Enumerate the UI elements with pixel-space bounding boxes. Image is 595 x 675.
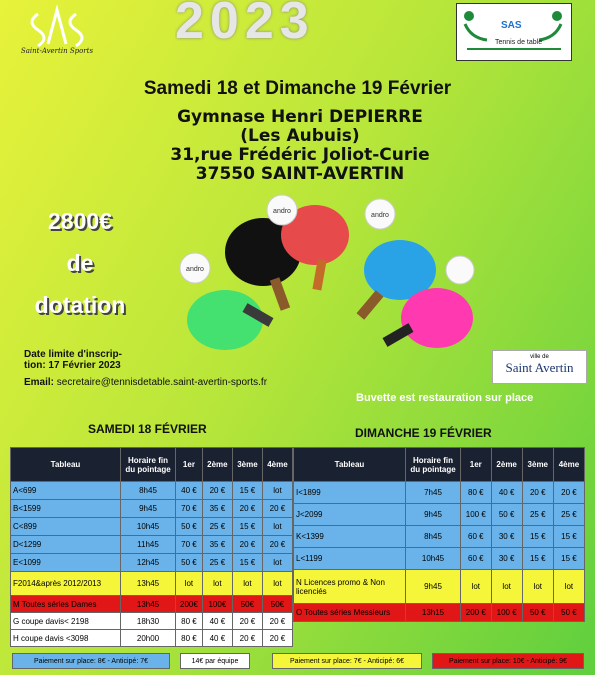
cell-1er: 60 € xyxy=(461,548,492,570)
cell-horaire: 13h45 xyxy=(121,572,176,596)
cell-tableau: C<899 xyxy=(11,518,121,536)
deadline-line-2: tion: 17 Février 2023 xyxy=(24,360,121,371)
club-logo-right-title: SAS xyxy=(501,20,522,31)
cell-tableau: I<1899 xyxy=(294,482,406,504)
table-row xyxy=(11,572,293,596)
cell-3eme: 15 € xyxy=(232,518,262,536)
cell-4eme: 15 € xyxy=(553,526,584,548)
cell-4eme: 20 € xyxy=(262,500,292,518)
venue-line-4: 37550 SAINT-AVERTIN xyxy=(195,164,405,184)
cell-2eme: 40 € xyxy=(202,630,232,647)
cell-1er: 70 € xyxy=(176,500,203,518)
year-banner: 2023 xyxy=(175,0,315,42)
cell-horaire: 8h45 xyxy=(121,482,176,500)
cell-tableau: H coupe davis <3098 xyxy=(11,630,121,647)
table-row xyxy=(11,613,293,630)
deadline-line-1: Date limite d'inscrip- xyxy=(24,349,122,360)
cell-tableau: G coupe davis< 2198 xyxy=(11,613,121,630)
cell-tableau: D<1299 xyxy=(11,536,121,554)
cell-horaire: 18h30 xyxy=(121,613,176,630)
cell-1er: 80 € xyxy=(176,613,203,630)
cell-4eme: 20 € xyxy=(262,536,292,554)
venue-line-1: Gymnase Henri DEPIERRE xyxy=(177,107,423,127)
cell-horaire: 13h45 xyxy=(121,596,176,613)
buvette-note: Buvette est restauration sur place xyxy=(356,392,534,404)
cell-4eme: 20 € xyxy=(553,482,584,504)
table-row xyxy=(11,500,293,518)
city-logo xyxy=(492,350,587,384)
cell-3eme: 15 € xyxy=(522,526,553,548)
cell-4eme: 20 € xyxy=(262,613,292,630)
cell-tableau: J<2099 xyxy=(294,504,406,526)
cell-horaire: 10h45 xyxy=(121,518,176,536)
cell-4eme: lot xyxy=(262,554,292,572)
cell-2eme: lot xyxy=(202,572,232,596)
cell-4eme: 50€ xyxy=(262,596,292,613)
header-4eme: 4ème xyxy=(262,448,292,482)
header-horaire: Horaire fin du pointage xyxy=(406,448,461,482)
cell-horaire: 12h45 xyxy=(121,554,176,572)
cell-4eme: lot xyxy=(262,482,292,500)
cell-2eme: lot xyxy=(491,570,522,604)
club-logo-right-sub: Tennis de table xyxy=(495,39,543,46)
cell-3eme: 20 € xyxy=(232,536,262,554)
cell-1er: lot xyxy=(176,572,203,596)
cell-1er: 50 € xyxy=(176,518,203,536)
cell-3eme: 25 € xyxy=(522,504,553,526)
cell-1er: lot xyxy=(461,570,492,604)
header-3eme: 3ème xyxy=(522,448,553,482)
cell-2eme: 50 € xyxy=(491,504,522,526)
saturday-heading: SAMEDI 18 FÉVRIER xyxy=(88,422,207,436)
cell-3eme: 50€ xyxy=(232,596,262,613)
header-tableau: Tableau xyxy=(11,448,121,482)
cell-2eme: 35 € xyxy=(202,536,232,554)
venue-line-3: 31,rue Frédéric Joliot-Curie xyxy=(170,145,430,165)
cell-horaire: 7h45 xyxy=(406,482,461,504)
cell-2eme: 35 € xyxy=(202,500,232,518)
payment-blue: Paiement sur place: 8€ - Anticipé: 7€ xyxy=(12,653,170,669)
cell-1er: 80 € xyxy=(176,630,203,647)
header-horaire: Horaire fin du pointage xyxy=(121,448,176,482)
cell-tableau: A<699 xyxy=(11,482,121,500)
cell-3eme: lot xyxy=(232,572,262,596)
cell-horaire: 9h45 xyxy=(406,570,461,604)
email-line xyxy=(24,377,267,388)
table-row xyxy=(11,630,293,647)
payment-team: 14€ par équipe xyxy=(180,653,250,669)
cell-tableau: M Toutes séries Dames xyxy=(11,596,121,613)
table-row xyxy=(11,554,293,572)
cell-4eme: 20 € xyxy=(262,630,292,647)
cell-tableau: F2014&après 2012/2013 xyxy=(11,572,121,596)
cell-4eme: lot xyxy=(553,570,584,604)
cell-tableau: K<1399 xyxy=(294,526,406,548)
table-row xyxy=(11,596,293,613)
cell-3eme: 20 € xyxy=(232,613,262,630)
cell-4eme: 15 € xyxy=(553,548,584,570)
cell-horaire: 10h45 xyxy=(406,548,461,570)
cell-horaire: 8h45 xyxy=(406,526,461,548)
table-row xyxy=(11,482,293,500)
cell-1er: 70 € xyxy=(176,536,203,554)
ball-brand-1: andro xyxy=(273,208,291,215)
cell-horaire: 9h45 xyxy=(121,500,176,518)
cell-1er: 40 € xyxy=(176,482,203,500)
prize-line-2: de xyxy=(66,250,94,276)
header-1er: 1er xyxy=(461,448,492,482)
cell-2eme: 20 € xyxy=(202,482,232,500)
cell-4eme: lot xyxy=(262,572,292,596)
cell-tableau: E<1099 xyxy=(11,554,121,572)
cell-1er: 100 € xyxy=(461,504,492,526)
cell-2eme: 30 € xyxy=(491,548,522,570)
event-dates: Samedi 18 et Dimanche 19 Février xyxy=(143,78,452,99)
club-logo-left xyxy=(18,4,96,56)
table-row xyxy=(294,570,585,604)
header-3eme: 3ème xyxy=(232,448,262,482)
cell-2eme: 25 € xyxy=(202,554,232,572)
cell-3eme: 15 € xyxy=(522,548,553,570)
paddles-illustration xyxy=(175,190,475,350)
cell-horaire: 13h15 xyxy=(406,604,461,622)
table-row xyxy=(11,518,293,536)
city-logo-main: Saint Avertin xyxy=(505,360,574,375)
cell-3eme: 15 € xyxy=(232,482,262,500)
ball-brand-2: andro xyxy=(371,212,389,219)
payment-red: Paiement sur place: 10€ - Anticipé: 9€ xyxy=(432,653,584,669)
cell-3eme: 20 € xyxy=(232,500,262,518)
cell-2eme: 40 € xyxy=(202,613,232,630)
cell-1er: 80 € xyxy=(461,482,492,504)
cell-horaire: 20h00 xyxy=(121,630,176,647)
table-row xyxy=(294,526,585,548)
table-row xyxy=(11,536,293,554)
sunday-table xyxy=(293,447,585,622)
email-address[interactable]: secretaire@tennisdetable.saint-avertin-sports.fr xyxy=(56,377,268,388)
prize-line-1: 2800€ xyxy=(48,208,112,234)
cell-2eme: 100€ xyxy=(202,596,232,613)
cell-3eme: 15 € xyxy=(232,554,262,572)
club-logo-right xyxy=(456,3,572,61)
cell-4eme: lot xyxy=(262,518,292,536)
header-1er: 1er xyxy=(176,448,203,482)
venue-address xyxy=(150,108,450,184)
cell-tableau: O Toutes séries Messieurs xyxy=(294,604,406,622)
cell-1er: 200 € xyxy=(461,604,492,622)
cell-4eme: 25 € xyxy=(553,504,584,526)
club-logo-left-text: Saint-Avertin Sports xyxy=(20,47,94,55)
cell-1er: 50 € xyxy=(176,554,203,572)
cell-tableau: L<1199 xyxy=(294,548,406,570)
header-2eme: 2ème xyxy=(202,448,232,482)
cell-3eme: 20 € xyxy=(522,482,553,504)
cell-horaire: 11h45 xyxy=(121,536,176,554)
email-label: Email: xyxy=(24,377,55,388)
cell-2eme: 25 € xyxy=(202,518,232,536)
payment-yellow: Paiement sur place: 7€ - Anticipé: 6€ xyxy=(272,653,422,669)
cell-4eme: 50 € xyxy=(553,604,584,622)
header-4eme: 4ème xyxy=(553,448,584,482)
saturday-table xyxy=(10,447,293,647)
sunday-heading: DIMANCHE 19 FÉVRIER xyxy=(355,426,492,440)
cell-3eme: 20 € xyxy=(232,630,262,647)
table-row xyxy=(294,548,585,570)
cell-2eme: 40 € xyxy=(491,482,522,504)
cell-tableau: N Licences promo & Non licenciés xyxy=(294,570,406,604)
cell-1er: 200€ xyxy=(176,596,203,613)
table-row xyxy=(294,604,585,622)
ball-brand-3: andro xyxy=(186,266,204,273)
cell-3eme: 50 € xyxy=(522,604,553,622)
cell-3eme: lot xyxy=(522,570,553,604)
cell-1er: 60 € xyxy=(461,526,492,548)
header-tableau: Tableau xyxy=(294,448,406,482)
cell-2eme: 100 € xyxy=(491,604,522,622)
table-row xyxy=(294,504,585,526)
header-2eme: 2ème xyxy=(491,448,522,482)
table-row xyxy=(294,482,585,504)
cell-2eme: 30 € xyxy=(491,526,522,548)
prize-text xyxy=(0,200,160,326)
venue-line-2: (Les Aubuis) xyxy=(240,126,360,146)
registration-deadline xyxy=(24,349,122,371)
city-logo-small: ville de xyxy=(530,354,549,360)
prize-line-3: dotation xyxy=(34,292,126,318)
cell-horaire: 9h45 xyxy=(406,504,461,526)
cell-tableau: B<1599 xyxy=(11,500,121,518)
